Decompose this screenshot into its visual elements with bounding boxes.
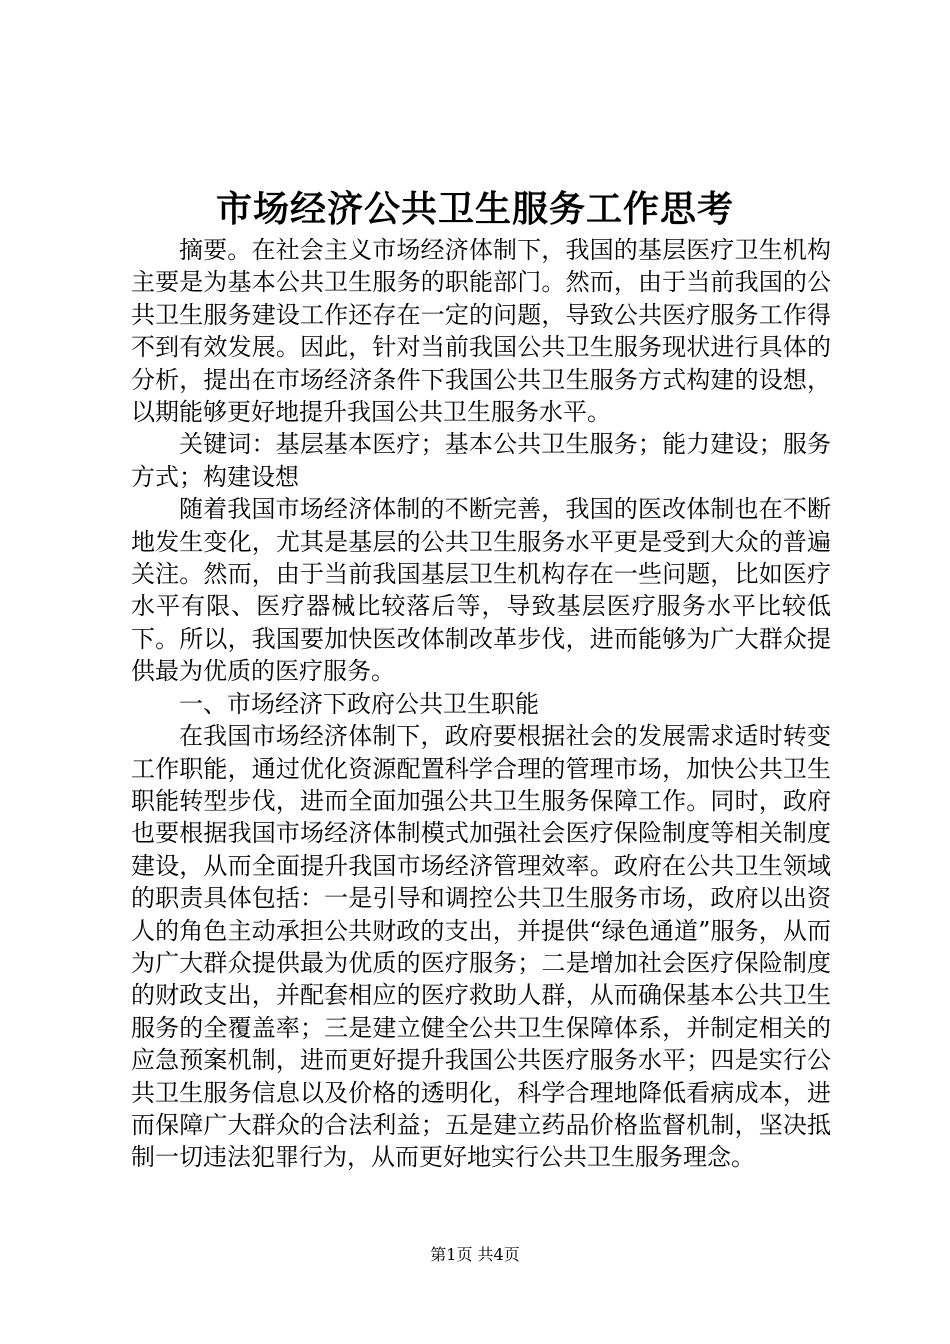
section-heading: 一、市场经济下政府公共卫生职能 xyxy=(179,689,539,718)
document-body xyxy=(131,234,831,1174)
document-title: 市场经济公共卫生服务工作思考 xyxy=(215,188,734,230)
keywords-paragraph: 关键词：基层基本医疗；基本公共卫生服务；能力建设；服务方式；构建设想 xyxy=(131,430,831,491)
intro-paragraph: 随着我国市场经济体制的不断完善，我国的医改体制也在不断地发生变化，尤其是基层的公共卫生服务水平更是受到大众的普遍关注。然而，由于当前我国基层卫生机构存在一些问题，比如医疗水平有限、医疗器械比较落后等，导致基层医疗服务水平比较低下。所以，我国要加快医改体制改革步伐，进而能够为广大群众提供最为优质的医疗服务。 xyxy=(131,495,831,686)
page-footer: 第1页 共4页 xyxy=(430,1245,520,1264)
section-paragraph: 在我国市场经济体制下，政府要根据社会的发展需求适时转变工作职能，通过优化资源配置科学合理的管理市场，加快公共卫生职能转型步伐，进而全面加强公共卫生服务保障工作。同时，政府也要根据我国市场经济体制模式加强社会医疗保险制度等相关制度建设，从而全面提升我国市场经济管理效率。政府在公共卫生领域的职责具体包括：一是引导和调控公共卫生服务市场，政府以出资人的角色主动承担公共财政的支出，并提供“绿色通道”服务，从而为广大群众提供最为优质的医疗服务；二是增加社会医疗保险制度的财政支出，并配套相应的医疗救助人群，从而确保基本公共卫生服务的全覆盖率；三是建立健全公共卫生保障体系，并制定相关的应急预案机制，进而更好提升我国公共医疗服务水平；四是实行公共卫生服务信息以及价格的透明化，科学合理地降低看病成本，进而保障广大群众的合法利益；五是建立药品价格监督机制，坚决抵制一切违法犯罪行为，从而更好地实行公共卫生服务理念。 xyxy=(131,722,831,1172)
abstract-paragraph: 摘要。在社会主义市场经济体制下，我国的基层医疗卫生机构主要是为基本公共卫生服务的职能部门。然而，由于当前我国的公共卫生服务建设工作还存在一定的问题，导致公共医疗服务工作得不到有效发展。因此，针对当前我国公共卫生服务现状进行具体的分析，提出在市场经济条件下我国公共卫生服务方式构建的设想，以期能够更好地提升我国公共卫生服务水平。 xyxy=(131,236,831,427)
